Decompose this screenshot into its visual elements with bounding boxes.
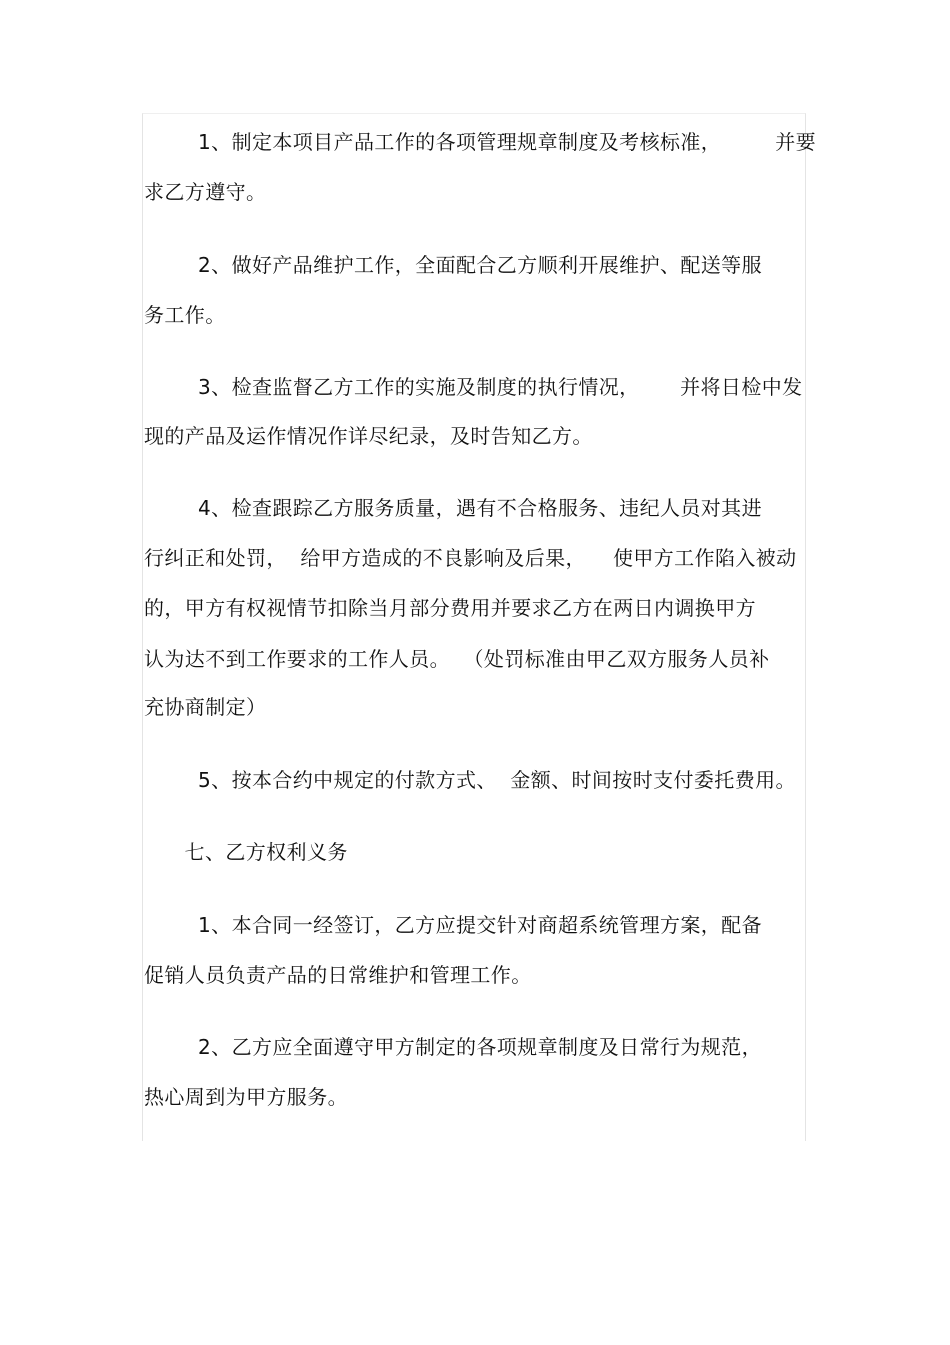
paragraph-line: 促销人员负责产品的日常维护和管理工作。 xyxy=(144,963,532,987)
paragraph-line: 1、本合同一经签订，乙方应提交针对商超系统管理方案，配备 xyxy=(144,913,762,937)
paragraph-line: 认为达不到工作要求的工作人员。 （处罚标准由甲乙双方服务人员补 xyxy=(144,647,770,671)
paragraph-line: 求乙方遵守。 xyxy=(144,180,267,204)
paragraph-line: 务工作。 xyxy=(144,303,226,327)
paragraph-line: 的，甲方有权视情节扣除当月部分费用并要求乙方在两日内调换甲方 xyxy=(144,596,756,620)
paragraph-line: 2、做好产品维护工作，全面配合乙方顺利开展维护、配送等服 xyxy=(144,253,762,277)
paragraph-line: 热心周到为甲方服务。 xyxy=(144,1085,348,1109)
paragraph-line: 5、按本合约中规定的付款方式、 金额、时间按时支付委托费用。 xyxy=(144,768,796,792)
paragraph-line: 1、制定本项目产品工作的各项管理规章制度及考核标准， 并要 xyxy=(144,130,817,154)
paragraph-line: 现的产品及运作情况作详尽纪录，及时告知乙方。 xyxy=(144,424,593,448)
paragraph-line: 充协商制定） xyxy=(144,695,267,719)
paragraph-line: 2、乙方应全面遵守甲方制定的各项规章制度及日常行为规范， xyxy=(144,1035,762,1059)
paragraph-line: 行纠正和处罚， 给甲方造成的不良影响及后果， 使甲方工作陷入被动 xyxy=(144,546,797,570)
paragraph-line: 3、检查监督乙方工作的实施及制度的执行情况， 并将日检中发 xyxy=(144,375,803,399)
section-heading: 七、乙方权利义务 xyxy=(144,840,348,864)
paragraph-line: 4、检查跟踪乙方服务质量，遇有不合格服务、违纪人员对其进 xyxy=(144,496,762,520)
